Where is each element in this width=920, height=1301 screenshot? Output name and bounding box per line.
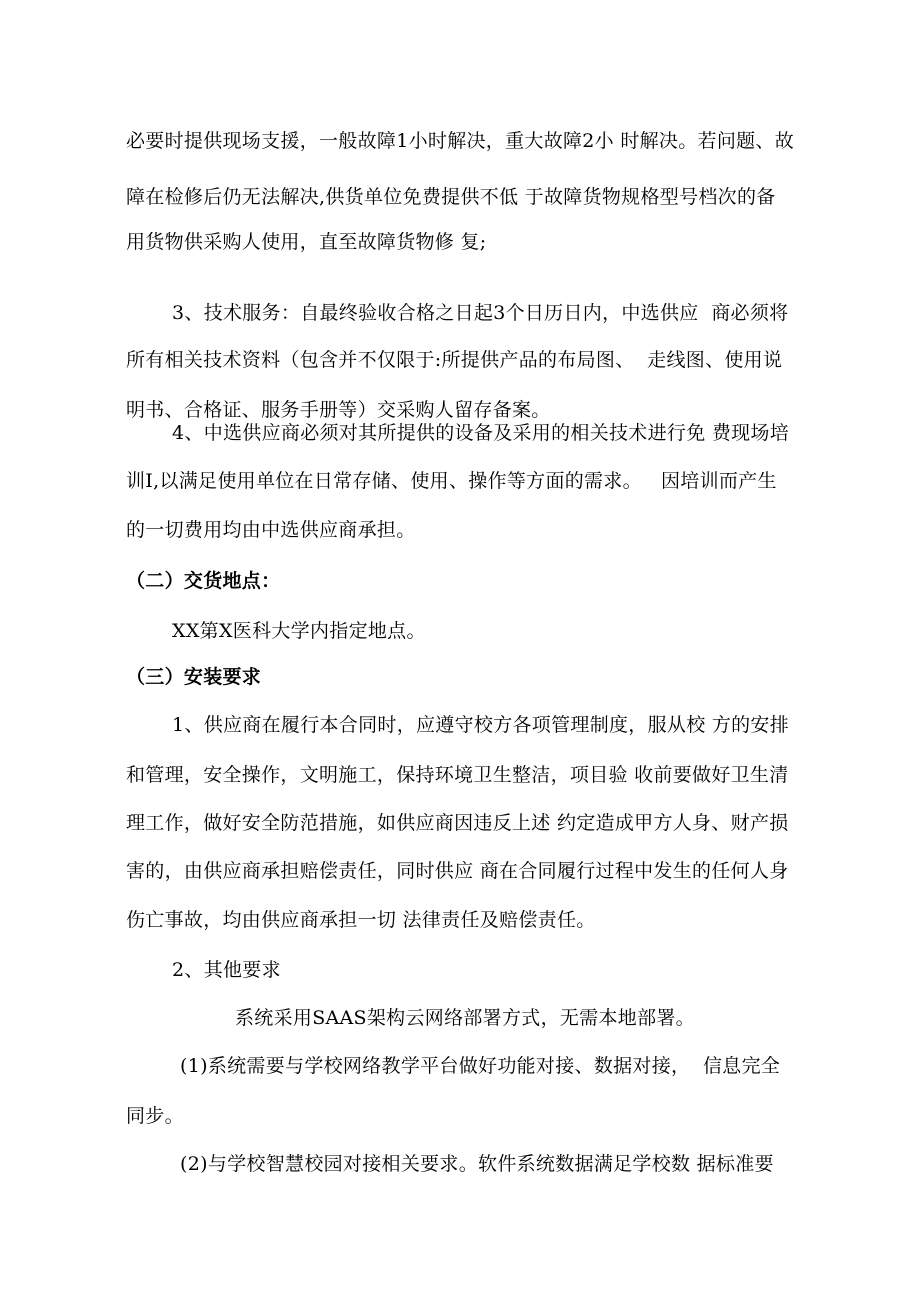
- paragraph-line: 害的，由供应商承担赔偿责任，同时供应 商在合同履行过程中发生的任何人身: [126, 860, 789, 882]
- paragraph-line: 伤亡事故，均由供应商承担一切 法律责任及赔偿责任。: [126, 909, 596, 931]
- paragraph-line: XX第X医科大学内指定地点。: [172, 620, 426, 642]
- paragraph-line: 系统采用SAAS架构云网络部署方式，无需本地部署。: [235, 1007, 695, 1029]
- paragraph-line: 4、中选供应商必须对其所提供的设备及采用的相关技术进行免 费现场培: [172, 422, 790, 444]
- paragraph-line: 1、供应商在履行本合同时，应遵守校方各项管理制度，服从校 方的安排: [172, 714, 790, 736]
- section-heading: （二）交货地点：: [126, 570, 281, 592]
- paragraph-line: 同步。: [126, 1105, 184, 1127]
- paragraph-line: 和管理，安全操作，文明施工，保持环境卫生整洁，项目验 收前要做好卫生清: [126, 764, 789, 786]
- paragraph-line: (1)系统需要与学校网络教学平台做好功能对接、数据对接， 信息完全: [180, 1055, 781, 1077]
- paragraph-line: 2、其他要求: [172, 959, 281, 981]
- paragraph-line: 用货物供采购人使用，直至故障货物修 复;: [126, 231, 487, 253]
- paragraph-line: (2)与学校智慧校园对接相关要求。软件系统数据满足学校数 据标准要: [180, 1153, 774, 1175]
- paragraph-line: 理工作，做好安全防范措施，如供应商因违反上述 约定造成甲方人身、财产损: [126, 812, 789, 834]
- section-heading: （三）安装要求: [126, 666, 262, 688]
- paragraph-line: 3、技术服务：自最终验收合格之日起3个日历日内，中选供应 商必须将: [172, 302, 789, 324]
- paragraph-line: 明书、合格证、服务手册等）交采购人留存备案。: [126, 399, 551, 421]
- paragraph-line: 所有相关技术资料（包含并不仅限于:所提供产品的布局图、 走线图、使用说: [126, 349, 783, 371]
- paragraph-line: 必要时提供现场支援，一般故障1小时解决，重大故障2小 时解决。若问题、故: [126, 130, 795, 152]
- paragraph-line: 的一切费用均由中选供应商承担。: [126, 519, 416, 541]
- paragraph-line: 训I,以满足使用单位在日常存储、使用、操作等方面的需求。 因培训而产生: [126, 470, 777, 492]
- paragraph-line: 障在检修后仍无法解决,供货单位免费提供不低 于故障货物规格型号档次的备: [126, 186, 776, 208]
